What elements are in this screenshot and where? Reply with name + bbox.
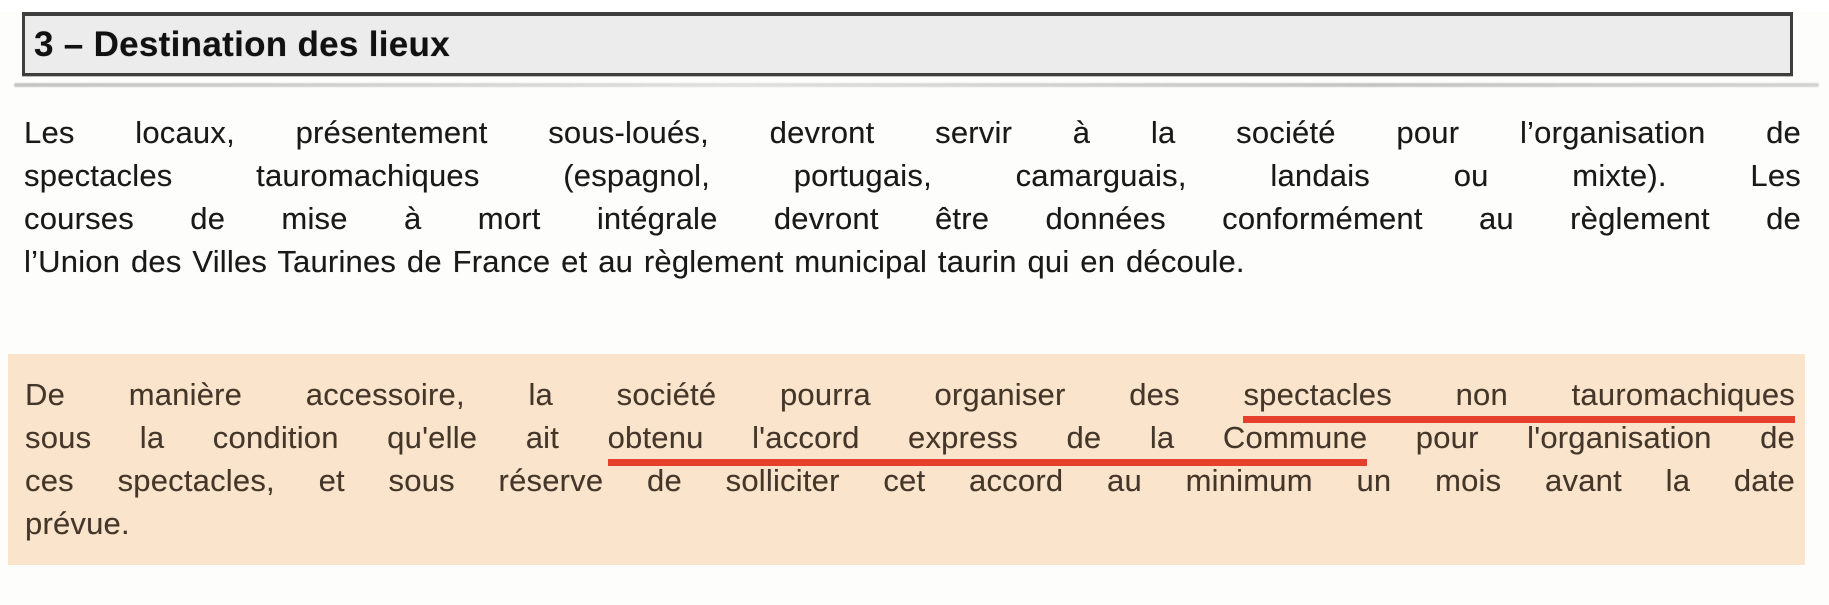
text-segment: l’Union des Villes Taurines de France et au règlement municipal taurin qui en découle. xyxy=(24,244,1245,279)
scan-artifact-line xyxy=(14,83,1819,87)
text-line xyxy=(24,197,1801,240)
red-underlined-phrase: spectacles non tauromachiques xyxy=(1243,377,1795,423)
text-line xyxy=(24,154,1801,197)
text-line xyxy=(25,373,1795,416)
paragraph-premises-use xyxy=(24,111,1801,283)
text-segment: sous la condition qu'elle ait xyxy=(25,420,608,455)
text-line xyxy=(25,459,1795,502)
document-page xyxy=(0,12,1829,605)
text-segment: pour l'organisation de xyxy=(1367,420,1795,455)
text-segment: ces spectacles, et sous réserve de solliciter cet accord au minimum un mois avant la date xyxy=(25,463,1795,498)
text-segment: De manière accessoire, la société pourra organiser des xyxy=(25,377,1244,412)
text-segment: spectacles tauromachiques (espagnol, portugais, camarguais, landais ou mixte). Les xyxy=(24,158,1801,193)
text-line xyxy=(25,416,1795,459)
section-header-box xyxy=(22,12,1793,76)
text-segment: courses de mise à mort intégrale devront être données conformément au règlement de xyxy=(24,201,1801,236)
text-line xyxy=(24,240,1801,283)
text-segment: prévue. xyxy=(25,506,130,541)
paragraph-highlighted-non-bullfighting xyxy=(8,354,1805,565)
text-segment: Les locaux, présentement sous-loués, devront servir à la société pour l’organisation de xyxy=(24,115,1801,150)
red-underlined-phrase: obtenu l'accord express de la Commune xyxy=(608,420,1368,466)
section-header-title: 3 – Destination des lieux xyxy=(34,24,450,64)
text-line xyxy=(25,502,1795,545)
text-line xyxy=(24,111,1801,154)
